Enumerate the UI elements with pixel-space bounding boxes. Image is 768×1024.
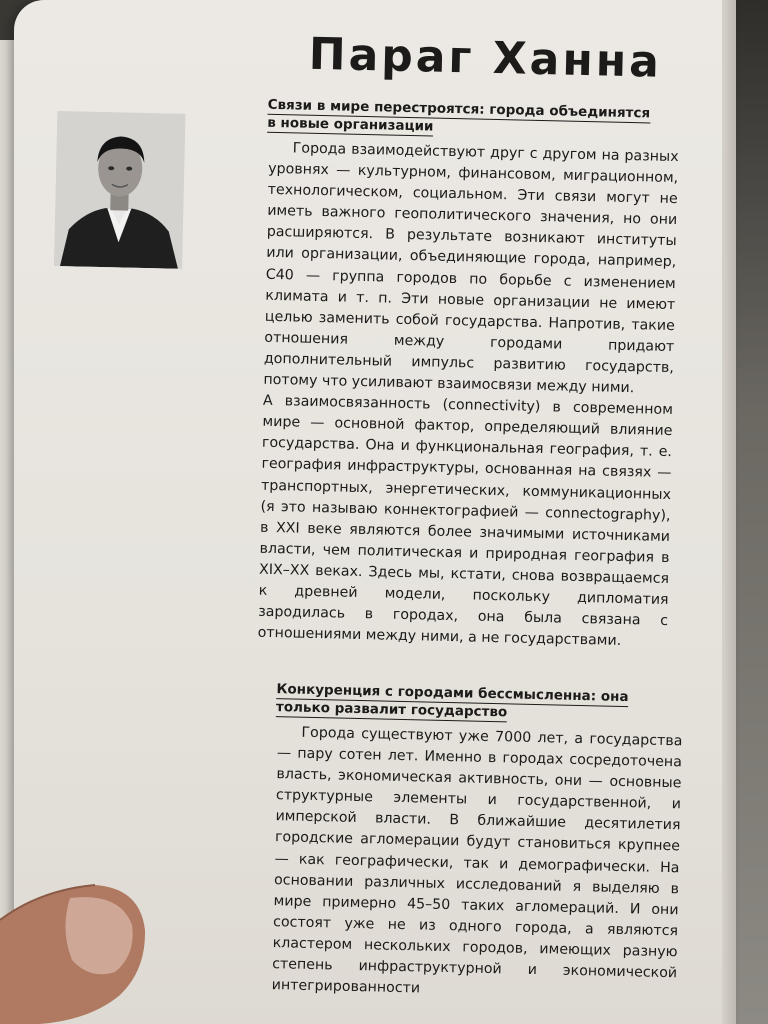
section2-body — [271, 722, 682, 1005]
thumb-shape — [0, 880, 150, 1024]
author-portrait — [54, 111, 185, 269]
author-name: Параг Ханна — [308, 28, 663, 88]
section1-heading — [267, 96, 663, 141]
portrait-image — [54, 111, 185, 269]
section2-paragraph-1: Города существуют уже 7000 лет, а государства — пару сотен лет. Именно в городах сосредоточена власть, экономическая активность, они — основные структурные элементы и государственной, и имперской власти. В ближайшие десятилетия городские агломерации будут становиться крупнее — как географически, так и демографически. На основании различных исследований я выделяю в мире примерно 45–50 таких агломераций. И они состоят уже не из одного города, а являются кластером нескольких городов, имеющих разную степень инфраструктурной и экономической интегрированности — [271, 724, 683, 997]
section1-body — [257, 138, 678, 653]
section1-paragraph-2: А взаимосвязанность (connectivity) в современном мире — основной фактор, определяющий влияние государства. Она и функциональная география, т. е. география инфраструктуры, основанная на связях — транспортных, энергетических, коммуникационных (я это называю коннектографией — connectography), в XXI веке являются более значимыми источниками власти, чем политическая и природная география в XIX–XX веках. Здесь мы, кстати, снова возвращаемся к древней модели, поскольку дипломатия зародилась в городах, она была связана с отношениями между ними, а не государствами. — [257, 392, 674, 650]
book-page — [14, 0, 736, 1024]
thumb — [0, 880, 150, 1024]
section2-heading-text: Конкуренция с городами бессмысленна: она только развалит государство — [275, 681, 629, 721]
section1-heading-text: Связи в мире перестроятся: города объединятся в новые организации — [267, 96, 651, 135]
section1-paragraph-1: Города взаимодействуют друг с другом на разных уровнях — культурном, финансовом, миграционном, технологическом, социальном. Эти связи могут не иметь важного геополитического значения, но они расширяются. В результате возникают институты или организации, объединяющие города, например, C40 — группа городов по борьбе с изменением климата и т. п. Эти новые организации не имеют целью заменить собой государства. Напротив, такие отношения между городами придают дополнительный импульс развитию государств, потому что усиливают взаимосвязи между ними. — [263, 140, 679, 397]
section2-heading — [276, 680, 672, 725]
page-content — [14, 0, 736, 1024]
